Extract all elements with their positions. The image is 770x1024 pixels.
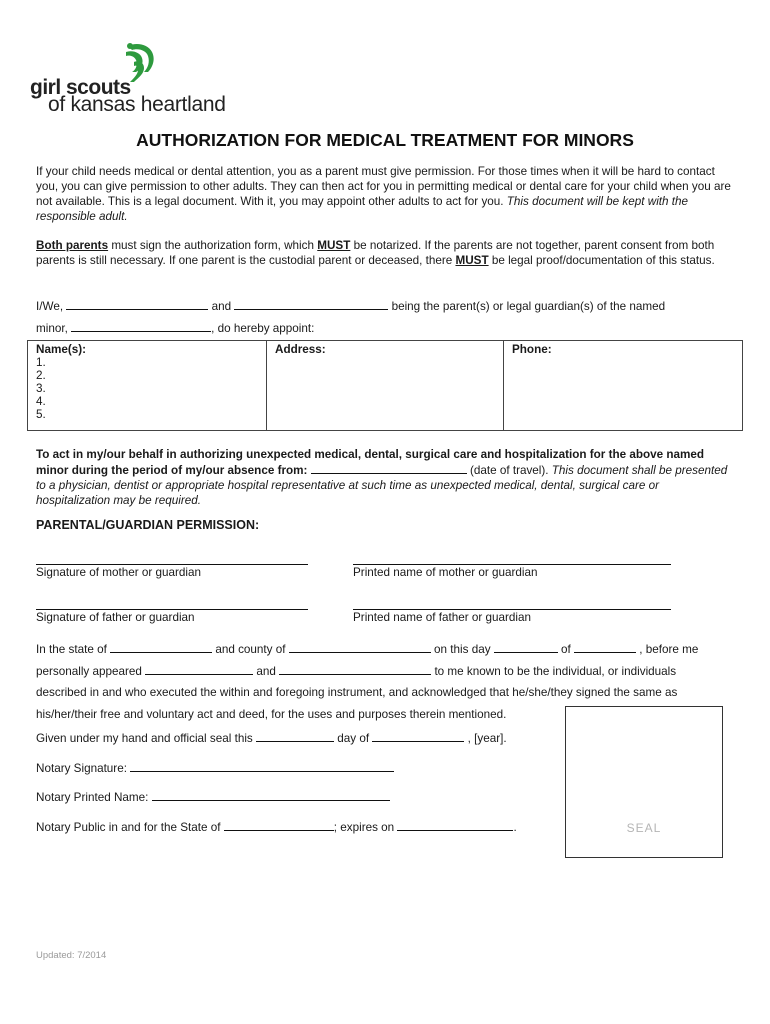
- form-title: AUTHORIZATION FOR MEDICAL TREATMENT FOR MINORS: [136, 130, 634, 150]
- appeared-person-2-field[interactable]: [279, 663, 431, 675]
- appointee-table: [27, 340, 743, 431]
- father-printed-name-line[interactable]: [353, 609, 671, 610]
- must-emphasis-2: MUST: [455, 254, 489, 267]
- month-field[interactable]: [574, 641, 636, 653]
- and-label: and: [211, 300, 232, 313]
- mother-signature-line[interactable]: [36, 564, 308, 565]
- address-header: Address:: [275, 343, 326, 356]
- both-parents-text-1: must sign the authorization form, which: [108, 239, 318, 252]
- both-parents-paragraph: [36, 238, 736, 268]
- travel-date-field[interactable]: [311, 462, 467, 474]
- year-label: , [year].: [467, 732, 507, 745]
- appoint-text: , do hereby appoint:: [211, 322, 315, 335]
- notary-public-row: [36, 819, 517, 834]
- father-signature-caption: Signature of father or guardian: [36, 611, 195, 624]
- minor-label: minor,: [36, 322, 68, 335]
- state-label: In the state of: [36, 643, 107, 656]
- appeared-person-1-field[interactable]: [145, 663, 253, 675]
- of-label: of: [561, 643, 571, 656]
- described-row: described in and who executed the within and foregoing instrument, and acknowledged that he/she/they signed the same as: [36, 686, 678, 699]
- name-line-3: 3.: [36, 382, 46, 395]
- seal-label: SEAL: [626, 821, 662, 835]
- both-parents-lead: Both parents: [36, 239, 109, 252]
- state-field[interactable]: [110, 641, 212, 653]
- updated-footer: Updated: 7/2014: [36, 950, 107, 961]
- state-county-row: [36, 641, 698, 656]
- name-line-5: 5.: [36, 408, 46, 421]
- name-line-1: 1.: [36, 356, 46, 369]
- day-of-label: day of: [337, 732, 370, 745]
- expires-label: ; expires on: [333, 821, 395, 834]
- guardian-text: being the parent(s) or legal guardian(s) of the named: [391, 300, 666, 313]
- day-field[interactable]: [494, 641, 558, 653]
- phone-header: Phone:: [512, 343, 552, 356]
- notary-signature-label: Notary Signature:: [36, 762, 127, 775]
- county-field[interactable]: [289, 641, 431, 653]
- county-label: and county of: [215, 643, 286, 656]
- parent-2-name-field[interactable]: [234, 298, 388, 310]
- free-act-row: his/her/their free and voluntary act and deed, for the uses and purposes therein mentioned.: [36, 708, 507, 721]
- phone-cell[interactable]: [504, 341, 743, 431]
- parental-permission-heading: PARENTAL/GUARDIAN PERMISSION:: [36, 518, 260, 532]
- before-me-label: , before me: [639, 643, 699, 656]
- both-parents-text-2: be notarized. If the parents are not together, parent consent from both parents is still necessary. If one parent is the custodial parent or deceased, there: [36, 239, 715, 267]
- logo-line-1: girl scouts: [30, 76, 131, 99]
- father-signature-line[interactable]: [36, 609, 308, 610]
- minor-name-field[interactable]: [71, 320, 211, 332]
- notary-signature-field[interactable]: [130, 760, 394, 772]
- given-month-field[interactable]: [372, 730, 464, 742]
- given-row: [36, 730, 507, 745]
- notary-printed-row: [36, 789, 390, 804]
- address-cell[interactable]: [267, 341, 504, 431]
- both-parents-text-3: be legal proof/documentation of this status.: [488, 254, 715, 267]
- given-label: Given under my hand and official seal this: [36, 732, 253, 745]
- logo-line-2: of kansas heartland: [48, 93, 226, 116]
- organization-logo: [28, 40, 248, 120]
- must-emphasis-1: MUST: [317, 239, 351, 252]
- authority-bold-text: To act in my/our behalf in authorizing unexpected medical, dental, surgical care and hospitalization for the above named minor during the period of my/our absence from:: [36, 448, 705, 477]
- notary-state-field[interactable]: [224, 819, 334, 831]
- intro-italic-note: This document will be kept with the responsible adult.: [36, 195, 689, 223]
- date-of-travel-label: (date of travel).: [469, 464, 549, 477]
- names-header: Name(s):: [36, 343, 87, 356]
- name-line-2: 2.: [36, 369, 46, 382]
- mother-signature-caption: Signature of mother or guardian: [36, 566, 202, 579]
- notary-signature-row: [36, 760, 394, 775]
- mother-printed-name-line[interactable]: [353, 564, 671, 565]
- appeared-and-label: and: [256, 665, 276, 678]
- expiration-date-field[interactable]: [397, 819, 513, 831]
- name-line-4: 4.: [36, 395, 46, 408]
- notary-seal-box: [565, 706, 723, 858]
- authority-paragraph: [36, 447, 736, 508]
- known-label: to me known to be the individual, or individuals: [434, 665, 677, 678]
- appeared-row: [36, 663, 676, 678]
- parents-names-row: [36, 298, 665, 313]
- authority-italic-note: This document shall be presented to a physician, dentist or appropriate hospital representative at such time as unexpected medical, dental, surgical care or hospitalization may be required.: [36, 464, 728, 507]
- notary-printed-field[interactable]: [152, 789, 390, 801]
- minor-row: [36, 320, 314, 335]
- notary-printed-label: Notary Printed Name:: [36, 791, 149, 804]
- parent-1-name-field[interactable]: [66, 298, 208, 310]
- period-mark: .: [513, 821, 517, 834]
- iwe-label: I/We,: [36, 300, 64, 313]
- intro-text: If your child needs medical or dental attention, you as a parent must give permission. For those times when it will be hard to contact you, you can give permission to other adults. They can then act for you in permitting medical or dental care for your child when you are not available. This is a legal document. With it, you may appoint other adults to act for you.: [36, 165, 731, 208]
- father-printed-caption: Printed name of father or guardian: [353, 611, 532, 624]
- day-label: on this day: [434, 643, 491, 656]
- names-cell[interactable]: [28, 341, 267, 431]
- intro-paragraph: [36, 164, 736, 224]
- given-day-field[interactable]: [256, 730, 334, 742]
- notary-public-label: Notary Public in and for the State of: [36, 821, 221, 834]
- mother-printed-caption: Printed name of mother or guardian: [353, 566, 538, 579]
- appeared-label: personally appeared: [36, 665, 142, 678]
